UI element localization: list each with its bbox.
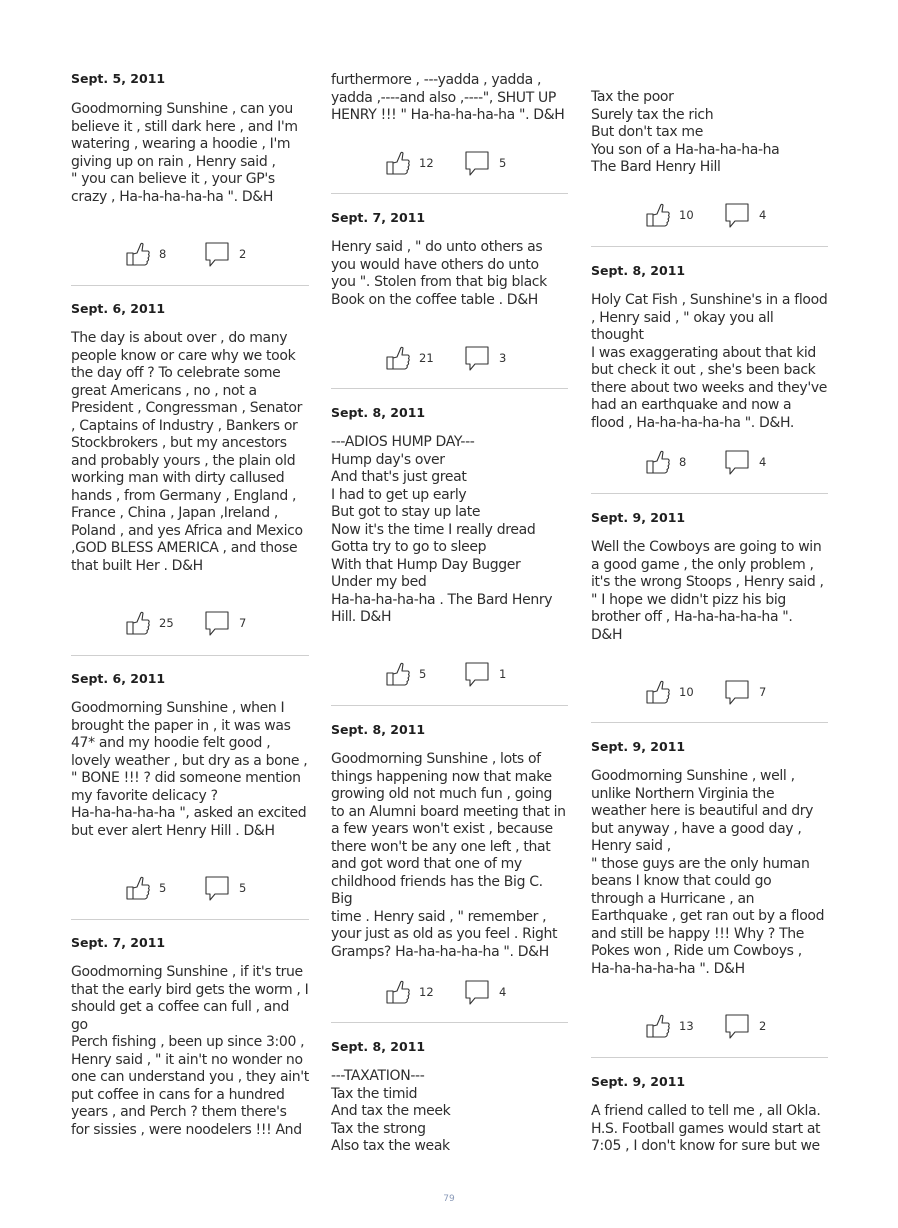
thumbs-up-icon xyxy=(646,679,670,705)
speech-bubble-icon xyxy=(204,875,230,901)
thumbs-up-icon xyxy=(126,610,150,636)
post-date: Sept. 8, 2011 xyxy=(591,263,686,278)
comment-button[interactable] xyxy=(724,201,766,229)
divider xyxy=(591,493,828,494)
thumbs-up-icon xyxy=(646,202,670,228)
thumbs-up-icon xyxy=(126,241,150,267)
post-date: Sept. 8, 2011 xyxy=(331,405,426,420)
post-date: Sept. 5, 2011 xyxy=(71,71,166,86)
speech-bubble-icon xyxy=(724,202,750,228)
post-stats xyxy=(331,344,568,372)
post-stats xyxy=(71,609,309,637)
post-date: Sept. 7, 2011 xyxy=(71,935,166,950)
post-text: Goodmorning Sunshine , lots of things happening now that make growing old not much fun , going to an Alumni board meeting that in a few years won't exist , because there won't be any one left , that and got word that one of my childhood friends has the Big C. Big time . Henry said , " remember , your just as old as you feel . Right Gramps? Ha-ha-ha-ha-ha ". D&H xyxy=(331,751,566,960)
post-date: Sept. 7, 2011 xyxy=(331,210,426,225)
like-button[interactable] xyxy=(646,678,694,706)
post-date: Sept. 9, 2011 xyxy=(591,1074,686,1089)
comment-button[interactable] xyxy=(464,978,506,1006)
post-date: Sept. 9, 2011 xyxy=(591,510,686,525)
comment-count: 1 xyxy=(499,667,507,681)
speech-bubble-icon xyxy=(464,661,490,687)
post-stats xyxy=(331,149,568,177)
comment-button[interactable] xyxy=(204,874,246,902)
like-button[interactable] xyxy=(646,201,694,229)
like-button[interactable] xyxy=(386,344,434,372)
post-date: Sept. 6, 2011 xyxy=(71,301,166,316)
comment-button[interactable] xyxy=(724,448,766,476)
post-text: Holy Cat Fish , Sunshine's in a flood , Henry said , " okay you all thought I was exaggerating about that kid but check it out , she's been back there about two weeks and they've had an earthquake and now a flood , Ha-ha-ha-ha-ha ". D&H. xyxy=(591,292,828,431)
speech-bubble-icon xyxy=(724,1013,750,1039)
comment-button[interactable] xyxy=(464,660,506,688)
like-count: 5 xyxy=(159,881,167,895)
divider xyxy=(331,1022,568,1023)
post-stats xyxy=(591,1012,828,1040)
like-count: 5 xyxy=(419,667,427,681)
comment-count: 4 xyxy=(759,208,767,222)
like-button[interactable] xyxy=(126,874,166,902)
like-button[interactable] xyxy=(646,448,686,476)
post-stats xyxy=(591,678,828,706)
like-button[interactable] xyxy=(126,609,174,637)
comment-button[interactable] xyxy=(464,149,506,177)
like-count: 8 xyxy=(679,455,687,469)
comment-button[interactable] xyxy=(204,240,246,268)
comment-count: 7 xyxy=(239,616,247,630)
post-text: ---TAXATION--- Tax the timid And tax the meek Tax the strong Also tax the weak xyxy=(331,1068,451,1154)
divider xyxy=(591,1057,828,1058)
like-count: 25 xyxy=(159,616,174,630)
divider xyxy=(71,919,309,920)
post-date: Sept. 8, 2011 xyxy=(331,722,426,737)
post-stats xyxy=(331,660,568,688)
comment-button[interactable] xyxy=(724,678,766,706)
like-count: 10 xyxy=(679,685,694,699)
like-count: 12 xyxy=(419,985,434,999)
post-text: Goodmorning Sunshine , if it's true that the early bird gets the worm , I should get a coffee can full , and go Perch fishing , been up since 3:00 , Henry said , " it ain't no wonder no one can understand you , they ain't put coffee in cans for a hundred years , and Perch ? them there's for sissies , were noodelers !!! And xyxy=(71,964,309,1138)
post-text: A friend called to tell me , all Okla. H.S. Football games would start at 7:05 , I don't know for sure but we xyxy=(591,1103,821,1154)
comment-count: 2 xyxy=(759,1019,767,1033)
like-button[interactable] xyxy=(386,978,434,1006)
speech-bubble-icon xyxy=(204,241,230,267)
like-button[interactable] xyxy=(386,149,434,177)
speech-bubble-icon xyxy=(724,449,750,475)
speech-bubble-icon xyxy=(204,610,230,636)
comment-count: 2 xyxy=(239,247,247,261)
thumbs-up-icon xyxy=(386,150,410,176)
speech-bubble-icon xyxy=(464,979,490,1005)
thumbs-up-icon xyxy=(386,979,410,1005)
like-count: 10 xyxy=(679,208,694,222)
post-date: Sept. 6, 2011 xyxy=(71,671,166,686)
divider xyxy=(71,285,309,286)
divider xyxy=(331,705,568,706)
post-text: Goodmorning Sunshine , well , unlike Northern Virginia the weather here is beautiful and dry but anyway , have a good day , Henry said , " those guys are the only human beans I know that could go through a Hurricane , an Earthquake , get ran out by a flood and still be happy !!! Why ? The Pokes won , Ride um Cowboys , Ha-ha-ha-ha-ha ". D&H xyxy=(591,768,825,977)
post-text: Tax the poor Surely tax the rich But don't tax me You son of a Ha-ha-ha-ha-ha The Bard Henry Hill xyxy=(591,89,780,175)
post-stats xyxy=(71,240,309,268)
speech-bubble-icon xyxy=(724,679,750,705)
speech-bubble-icon xyxy=(464,150,490,176)
comment-count: 4 xyxy=(759,455,767,469)
page-number: 79 xyxy=(443,1194,455,1204)
like-button[interactable] xyxy=(386,660,426,688)
thumbs-up-icon xyxy=(646,1013,670,1039)
post-text: Well the Cowboys are going to win a good game , the only problem , it's the wrong Stoops , Henry said , " I hope we didn't pizz his big brother off , Ha-ha-ha-ha-ha ". D&H xyxy=(591,539,824,643)
divider xyxy=(71,655,309,656)
like-count: 12 xyxy=(419,156,434,170)
post-date: Sept. 8, 2011 xyxy=(331,1039,426,1054)
thumbs-up-icon xyxy=(126,875,150,901)
post-stats xyxy=(331,978,568,1006)
speech-bubble-icon xyxy=(464,345,490,371)
like-count: 13 xyxy=(679,1019,694,1033)
comment-count: 5 xyxy=(239,881,247,895)
comment-button[interactable] xyxy=(724,1012,766,1040)
comment-count: 5 xyxy=(499,156,507,170)
comment-button[interactable] xyxy=(204,609,246,637)
like-count: 8 xyxy=(159,247,167,261)
comment-count: 7 xyxy=(759,685,767,699)
post-text: Goodmorning Sunshine , can you believe it , still dark here , and I'm watering , wearing a hoodie , I'm giving up on rain , Henry said , " you can believe it , your GP's crazy , Ha-ha-ha-ha-ha ". D&H xyxy=(71,101,298,205)
divider xyxy=(591,246,828,247)
post-text: furthermore , ---yadda , yadda , yadda ,----and also ,----", SHUT UP HENRY !!! " Ha-ha-ha-ha-ha ". D&H xyxy=(331,72,565,123)
like-button[interactable] xyxy=(126,240,166,268)
post-stats xyxy=(71,874,309,902)
post-stats xyxy=(591,201,828,229)
post-stats xyxy=(591,448,828,476)
like-button[interactable] xyxy=(646,1012,694,1040)
divider xyxy=(331,388,568,389)
comment-count: 4 xyxy=(499,985,507,999)
post-text: Henry said , " do unto others as you would have others do unto you ". Stolen from that big black Book on the coffee table . D&H xyxy=(331,239,547,308)
comment-count: 3 xyxy=(499,351,507,365)
like-count: 21 xyxy=(419,351,434,365)
comment-button[interactable] xyxy=(464,344,506,372)
divider xyxy=(591,722,828,723)
thumbs-up-icon xyxy=(646,449,670,475)
thumbs-up-icon xyxy=(386,661,410,687)
post-date: Sept. 9, 2011 xyxy=(591,739,686,754)
divider xyxy=(331,193,568,194)
post-text: The day is about over , do many people know or care why we took the day off ? To celebrate some great Americans , no , not a President , Congressman , Senator , Captains of Industry , Bankers or Stockbrokers , but my ancestors and probably yours , the plain old working man with dirty callused hands , from Germany , England , France , China , Japan ,Ireland , Poland , and yes Africa and Mexico ,GOD BLESS AMERICA , and those that built Her . D&H xyxy=(71,330,303,574)
thumbs-up-icon xyxy=(386,345,410,371)
post-text: ---ADIOS HUMP DAY--- Hump day's over And that's just great I had to get up early But got to stay up late Now it's the time I really dread Gotta try to go to sleep With that Hump Day Bugger Under my bed Ha-ha-ha-ha-ha . The Bard Henry Hill. D&H xyxy=(331,434,553,625)
post-text: Goodmorning Sunshine , when I brought the paper in , it was was 47* and my hoodie felt good , lovely weather , but dry as a bone , " BONE !!! ? did someone mention my favorite delicacy ? Ha-ha-ha-ha-ha ", asked an excited but ever alert Henry Hill . D&H xyxy=(71,700,308,839)
